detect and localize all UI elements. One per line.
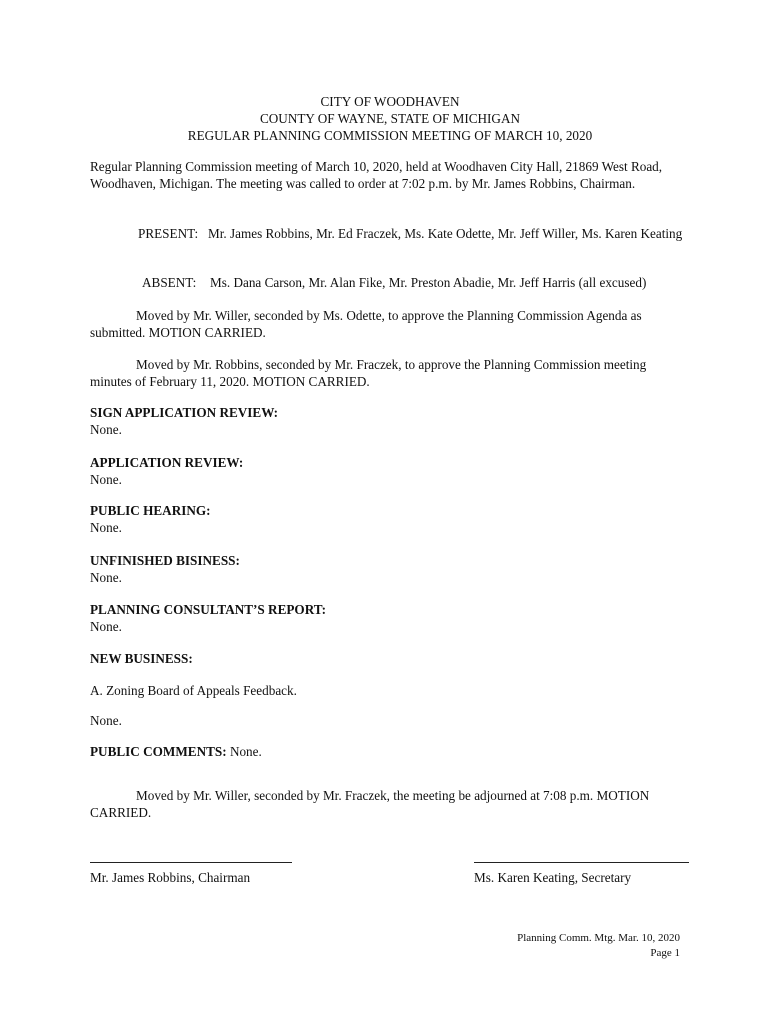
unfinished-business-body: None. [90, 570, 122, 585]
secretary-signature [474, 852, 689, 886]
page-footer [517, 931, 680, 961]
adjournment-motion: Moved by Mr. Willer, seconded by Mr. Fraczek, the meeting be adjourned at 7:08 p.m. MOTION CARRIED. [90, 788, 650, 820]
absent-row [142, 274, 702, 291]
present-row [138, 225, 698, 242]
footer-meeting-ref: Planning Comm. Mtg. Mar. 10, 2020 [517, 932, 680, 944]
sign-review-section [90, 404, 690, 438]
application-review-section [90, 454, 690, 488]
new-business-item: A. Zoning Board of Appeals Feedback. [90, 683, 297, 698]
document-header [90, 93, 690, 144]
new-business-title: NEW BUSINESS: [90, 651, 193, 666]
public-comments-title: PUBLIC COMMENTS: [90, 744, 227, 759]
present-names: Mr. James Robbins, Mr. Ed Fraczek, Ms. Kate Odette, Mr. Jeff Willer, Ms. Karen Keating [208, 226, 683, 241]
footer-page-number: Page 1 [650, 947, 680, 959]
unfinished-business-section [90, 552, 690, 586]
public-comments-body: None. [229, 744, 262, 759]
public-hearing-section [90, 502, 690, 536]
public-comments-section [90, 743, 690, 760]
secretary-signature-name: Ms. Karen Keating, Secretary [474, 870, 632, 885]
sign-review-body: None. [90, 422, 122, 437]
header-city: CITY OF WOODHAVEN [320, 94, 460, 109]
absent-names: Ms. Dana Carson, Mr. Alan Fike, Mr. Preston Abadie, Mr. Jeff Harris (all excused) [210, 275, 647, 290]
application-review-body: None. [90, 472, 122, 487]
consultant-report-body: None. [90, 619, 122, 634]
header-county: COUNTY OF WAYNE, STATE OF MICHIGAN [259, 111, 521, 126]
intro-paragraph: Regular Planning Commission meeting of March 10, 2020, held at Woodhaven City Hall, 21869 West Road, Woodhaven, Michigan. The meeting was called to order at 7:02 p.m. by Mr. James Robbins, Chairman. [90, 159, 663, 191]
header-meeting-title: REGULAR PLANNING COMMISSION MEETING OF MARCH 10, 2020 [187, 128, 593, 143]
chairman-signature [90, 852, 292, 886]
sign-review-title: SIGN APPLICATION REVIEW: [90, 405, 279, 420]
present-label: PRESENT: [138, 226, 199, 241]
chairman-signature-name: Mr. James Robbins, Chairman [90, 870, 251, 885]
absent-label: ABSENT: [142, 275, 197, 290]
consultant-report-section [90, 601, 690, 635]
chairman-signature-line [90, 852, 292, 863]
application-review-title: APPLICATION REVIEW: [90, 455, 244, 470]
consultant-report-title: PLANNING CONSULTANT’S REPORT: [90, 602, 326, 617]
secretary-signature-line [474, 852, 689, 863]
minutes-motion: Moved by Mr. Robbins, seconded by Mr. Fraczek, to approve the Planning Commission meeting minutes of February 11, 2020. MOTION CARRIED. [90, 357, 647, 389]
unfinished-business-title: UNFINISHED BISINESS: [90, 553, 240, 568]
public-hearing-title: PUBLIC HEARING: [90, 503, 211, 518]
public-hearing-body: None. [90, 520, 122, 535]
agenda-motion: Moved by Mr. Willer, seconded by Ms. Odette, to approve the Planning Commission Agenda as submitted. MOTION CARRIED. [90, 308, 642, 340]
new-business-body: None. [90, 713, 122, 728]
